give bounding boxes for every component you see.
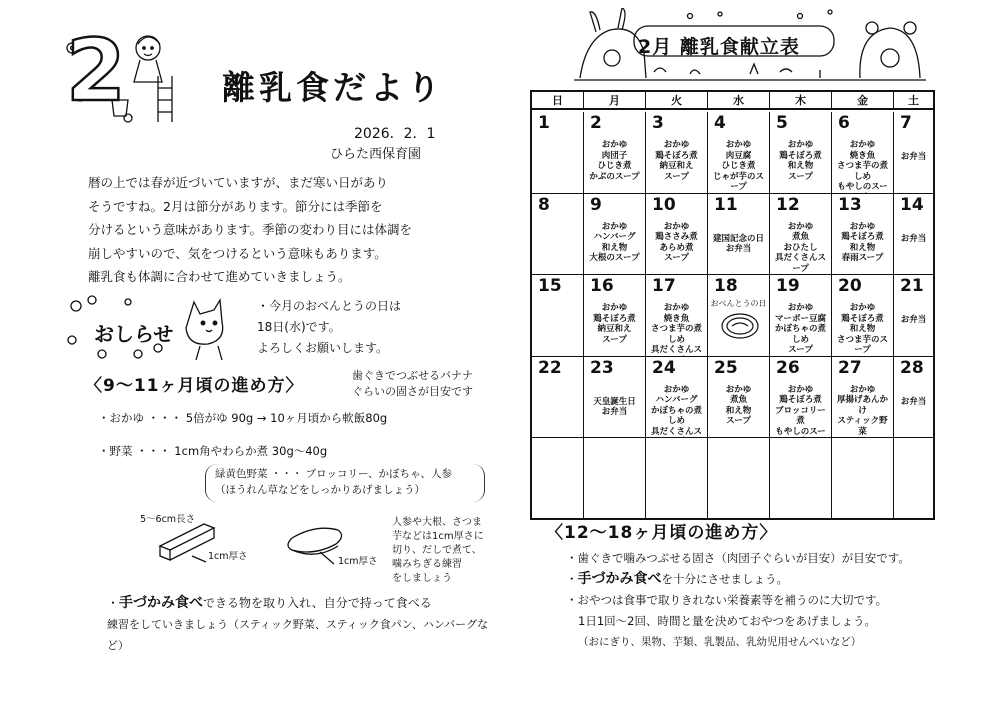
menu-item: お弁当 bbox=[900, 233, 927, 244]
notice-title: おしらせ bbox=[94, 322, 174, 346]
menu-item: おかゆ bbox=[725, 140, 752, 150]
day-number: 2 bbox=[590, 113, 602, 133]
menu-items bbox=[710, 140, 767, 193]
menu-item: さつま芋の煮しめ bbox=[836, 161, 888, 182]
menu-item: 天皇誕生日 bbox=[593, 396, 636, 407]
root-veg-line: 人参や大根、さつま bbox=[392, 517, 482, 528]
vegetable-guide: ・野菜 ・・・ 1cm角やわらか煮 30g～40g bbox=[98, 444, 328, 458]
menu-items bbox=[586, 222, 643, 264]
menu-item: かぼちゃの煮しめ bbox=[774, 324, 826, 345]
notice-text bbox=[257, 296, 457, 359]
calendar-day-cell bbox=[894, 438, 933, 520]
day-number: 27 bbox=[838, 357, 862, 378]
calendar-week-row bbox=[532, 438, 933, 520]
porridge-guide: ・おかゆ ・・・ 5倍がゆ 90g → 10ヶ月頃から軟飯80g bbox=[98, 411, 388, 425]
menu-item: おかゆ bbox=[601, 303, 628, 314]
veg-note-line: 緑黄色野菜 ・・・ ブロッコリー、かぼちゃ、人参 bbox=[215, 468, 453, 480]
calendar-day-cell bbox=[832, 438, 894, 520]
menu-item: おかゆ bbox=[663, 221, 690, 232]
menu-item: 焼き魚 bbox=[663, 313, 690, 324]
bento-box-icon bbox=[720, 312, 760, 340]
day-number: 23 bbox=[590, 357, 614, 378]
menu-item: お弁当 bbox=[601, 407, 628, 418]
menu-item: ハンバーグ bbox=[593, 232, 636, 243]
day-number: 1 bbox=[538, 113, 550, 133]
calendar-week-row bbox=[532, 112, 933, 194]
section-12-18-title: 〈12～18ヶ月頃の進め方〉 bbox=[546, 523, 778, 543]
issue-date: 2026．2．1 bbox=[354, 126, 436, 142]
menu-item: 厚揚げあんかけ bbox=[836, 395, 888, 416]
menu-item: 和え物 bbox=[849, 242, 876, 253]
stick-length-label: 5～6cm長さ bbox=[140, 514, 196, 525]
menu-items bbox=[896, 315, 931, 326]
calendar-day-cell bbox=[584, 275, 646, 356]
menu-item: あらめ煮 bbox=[659, 242, 694, 253]
notice-line: よろしくお願いします。 bbox=[257, 341, 389, 355]
menu-item: ひじき煮 bbox=[597, 161, 632, 171]
calendar-day-cell bbox=[646, 112, 708, 193]
day-number: 25 bbox=[714, 357, 738, 378]
menu-item: 具だくさんスープ bbox=[774, 253, 826, 274]
menu-item: おかゆ bbox=[601, 140, 628, 150]
menu-item: じゃが芋のスープ bbox=[712, 171, 764, 192]
calendar-day-cell bbox=[584, 357, 646, 438]
intro-line: 離乳食も体調に合わせて進めていきましょう。 bbox=[88, 269, 351, 284]
day-number: 6 bbox=[838, 113, 850, 133]
menu-items bbox=[586, 397, 643, 418]
menu-item: 焼き魚 bbox=[849, 150, 876, 161]
calendar-day-cell bbox=[894, 275, 933, 356]
menu-item: おかゆ bbox=[601, 221, 628, 232]
menu-item: 鶏そぼろ煮 bbox=[841, 313, 884, 324]
menu-item: かぼちゃの煮しめ bbox=[650, 405, 702, 427]
calendar-day-cell bbox=[770, 112, 832, 193]
menu-title: 2月 離乳食献立表 bbox=[638, 36, 800, 58]
root-veg-line: をしましょう bbox=[392, 573, 452, 584]
calendar-week-row bbox=[532, 194, 933, 276]
day-number: 12 bbox=[776, 194, 800, 215]
day-number: 21 bbox=[900, 276, 924, 297]
menu-item: スープ bbox=[788, 345, 813, 356]
menu-item: もやしのスー bbox=[837, 182, 888, 192]
intro-line: 崩しやすいので、気をつけるという意味もあります。 bbox=[88, 245, 387, 261]
calendar-day-cell bbox=[894, 357, 933, 438]
day-number: 14 bbox=[900, 194, 924, 215]
menu-item: お弁当 bbox=[725, 244, 752, 255]
menu-items bbox=[586, 140, 643, 182]
calendar-day-cell bbox=[584, 112, 646, 193]
day-number: 16 bbox=[590, 276, 614, 297]
calendar-day-cell bbox=[894, 112, 933, 193]
calendar-day-cell bbox=[646, 275, 708, 356]
finger-food-title: 手づかみ食べ bbox=[119, 595, 204, 611]
menu-item: もやしのスー bbox=[775, 426, 826, 437]
calendar-week-row bbox=[532, 357, 933, 439]
menu-item: 建国記念の日 bbox=[712, 233, 764, 244]
guide-line-rest: を十分にさせましょう。 bbox=[661, 572, 788, 586]
weekday-label: 火 bbox=[646, 92, 708, 110]
day-number: 7 bbox=[900, 113, 912, 133]
menu-calendar bbox=[530, 90, 935, 520]
menu-item: 鶏そぼろ煮 bbox=[779, 150, 822, 161]
finger-food-title-2: 手づかみ食べ bbox=[577, 571, 662, 587]
calendar-day-cell bbox=[646, 438, 708, 520]
menu-items bbox=[896, 152, 931, 163]
calendar-day-cell bbox=[532, 275, 584, 356]
menu-item: おかゆ bbox=[787, 384, 814, 395]
calendar-day-cell bbox=[708, 438, 770, 520]
menu-item: さつま芋の煮しめ bbox=[650, 324, 702, 345]
menu-item: 和え物 bbox=[849, 324, 876, 335]
school-name: ひらた西保育園 bbox=[330, 147, 422, 162]
day-number: 11 bbox=[714, 194, 738, 215]
guide-line: ・おやつは食事で取りきれない栄養素等を補うのに大切です。 bbox=[566, 593, 888, 607]
menu-item: 大根のスープ bbox=[589, 253, 640, 264]
menu-item: おかゆ bbox=[849, 140, 876, 150]
menu-items bbox=[648, 303, 705, 356]
menu-item: 肉団子 bbox=[601, 150, 628, 161]
calendar-day-cell bbox=[532, 438, 584, 520]
menu-item: お弁当 bbox=[900, 315, 927, 326]
menu-item: おかゆ bbox=[849, 303, 876, 314]
menu-items bbox=[772, 303, 829, 356]
menu-item: スープ bbox=[602, 334, 627, 345]
menu-item: スティック野菜 bbox=[837, 416, 888, 437]
menu-item: おかゆ bbox=[663, 303, 690, 314]
menu-item: ひじき煮 bbox=[721, 161, 756, 171]
day-number: 24 bbox=[652, 357, 676, 378]
menu-item: 具だくさんス bbox=[650, 426, 702, 437]
menu-item: おかゆ bbox=[725, 384, 752, 395]
menu-item: スープ bbox=[664, 253, 689, 264]
menu-item: 鶏そぼろ煮 bbox=[779, 395, 822, 406]
day-number: 22 bbox=[538, 357, 562, 378]
intro-line: 暦の上では春が近づいていますが、まだ寒い日があり bbox=[88, 175, 389, 190]
calendar-week-row bbox=[532, 275, 933, 357]
menu-item: おかゆ bbox=[849, 384, 876, 395]
menu-item: お弁当 bbox=[900, 396, 927, 407]
menu-item: スープ bbox=[726, 416, 751, 427]
menu-item: おかゆ bbox=[849, 221, 876, 232]
menu-item: おかゆ bbox=[663, 140, 690, 150]
menu-items bbox=[772, 222, 829, 275]
menu-item: 煮魚 bbox=[729, 395, 747, 406]
menu-items bbox=[834, 140, 891, 193]
month-numeral: 2 bbox=[66, 21, 126, 121]
calendar-day-cell bbox=[832, 275, 894, 356]
guide-line: 1日1回～2回、時間と量を決めておやつをあげましょう。 bbox=[578, 614, 876, 628]
notice-line: 18日(水)です。 bbox=[257, 320, 341, 334]
day-number: 3 bbox=[652, 113, 664, 133]
day-number: 4 bbox=[714, 113, 726, 133]
weekday-label: 月 bbox=[584, 92, 646, 110]
intro-paragraph bbox=[88, 171, 478, 289]
menu-items bbox=[834, 303, 891, 356]
menu-item: 鶏そぼろ煮 bbox=[593, 313, 636, 324]
menu-item: 鶏ささみ煮 bbox=[655, 232, 698, 243]
menu-item: 肉豆腐 bbox=[725, 150, 752, 161]
day-number: 17 bbox=[652, 276, 676, 297]
menu-item: 春雨スープ bbox=[841, 253, 884, 264]
weekday-label: 土 bbox=[908, 94, 919, 107]
calendar-day-cell bbox=[532, 112, 584, 193]
root-veg-line: 切り、だしで煮て、 bbox=[392, 545, 482, 556]
menu-items bbox=[896, 397, 931, 408]
root-veg-line: 噛みちぎる練習 bbox=[392, 559, 462, 570]
menu-items bbox=[772, 385, 829, 438]
toddler-guide bbox=[566, 548, 996, 653]
menu-item: スープ bbox=[788, 171, 813, 182]
menu-item: 和え物 bbox=[601, 242, 628, 253]
menu-item: かぶのスープ bbox=[589, 171, 640, 182]
menu-item: 和え物 bbox=[787, 161, 814, 171]
calendar-day-cell bbox=[832, 112, 894, 193]
calendar-day-cell bbox=[708, 112, 770, 193]
green-veg-note bbox=[215, 466, 452, 498]
calendar-day-cell bbox=[584, 194, 646, 275]
day-number: 10 bbox=[652, 194, 676, 215]
calendar-day-cell bbox=[770, 275, 832, 356]
calendar-body bbox=[532, 112, 933, 520]
weekday-label: 日 bbox=[532, 92, 584, 110]
stick-thickness-label: 1cm厚さ bbox=[208, 551, 248, 562]
calendar-day-cell bbox=[770, 438, 832, 520]
calendar-day-cell bbox=[708, 357, 770, 438]
round-thickness-label: 1cm厚さ bbox=[338, 556, 378, 567]
texture-line: 歯ぐきでつぶせるバナナ bbox=[352, 369, 473, 382]
newsletter-title: 離乳食だより bbox=[222, 68, 444, 107]
calendar-day-cell bbox=[584, 438, 646, 520]
guide-line: （おにぎり、果物、芋類、乳製品、乳幼児用せんべいなど） bbox=[578, 636, 862, 648]
calendar-weekday-header bbox=[532, 92, 933, 110]
weekday-label: 水 bbox=[708, 92, 770, 110]
section-9-11-title: 〈9～11ヶ月頃の進め方〉 bbox=[85, 376, 304, 396]
day-number: 19 bbox=[776, 276, 800, 297]
day-number: 26 bbox=[776, 357, 800, 378]
notice-line: ・今月のおべんとうの日は bbox=[257, 299, 402, 313]
calendar-day-cell bbox=[832, 357, 894, 438]
menu-item: 鶏そぼろ煮 bbox=[655, 150, 698, 161]
texture-line: ぐらいの固さが目安です bbox=[352, 385, 473, 398]
finger-food-guide: ・手づかみ食べできる物を取り入れ、自分で持って食べる 練習をしていきましょう（スティック野菜、スティック食パン、ハンバーグなど） bbox=[107, 593, 497, 656]
day-number: 8 bbox=[538, 194, 550, 215]
menu-item: さつま芋のスープ bbox=[836, 334, 888, 356]
calendar-day-cell bbox=[832, 194, 894, 275]
guide-line: ・手づかみ食べを十分にさせましょう。 bbox=[566, 571, 788, 587]
menu-item: ブロッコリー煮 bbox=[775, 405, 826, 427]
root-veg-line: 芋などは1cm厚さに bbox=[392, 531, 484, 542]
day-number: 28 bbox=[900, 357, 924, 378]
menu-item: 和え物 bbox=[725, 405, 752, 416]
menu-item: おかゆ bbox=[787, 140, 814, 150]
menu-item: お弁当 bbox=[900, 152, 927, 162]
day-number: 5 bbox=[776, 113, 788, 133]
menu-item: おかゆ bbox=[787, 221, 814, 232]
intro-line: 分けるという意味があります。季節の変わり目には体調を bbox=[88, 222, 413, 237]
texture-guide bbox=[352, 368, 492, 400]
menu-item: おひたし bbox=[783, 242, 818, 253]
calendar-day-cell bbox=[646, 194, 708, 275]
menu-item: 煮魚 bbox=[791, 232, 809, 243]
menu-items bbox=[896, 234, 931, 245]
day-number: 9 bbox=[590, 194, 602, 215]
menu-item: 鶏そぼろ煮 bbox=[841, 232, 884, 243]
day-number: 15 bbox=[538, 276, 562, 297]
menu-items bbox=[648, 222, 705, 264]
menu-items bbox=[648, 140, 705, 182]
menu-item: マーボー豆腐 bbox=[774, 313, 826, 324]
calendar-day-cell bbox=[708, 275, 770, 356]
calendar-day-cell bbox=[770, 357, 832, 438]
menu-item: 納豆和え bbox=[597, 324, 632, 335]
intro-line: そうですね。2月は節分があります。節分には季節を bbox=[88, 198, 383, 214]
calendar-day-cell bbox=[770, 194, 832, 275]
finger-food-line: できる物を取り入れ、自分で持って食べる bbox=[203, 596, 432, 610]
weekday-label: 金 bbox=[832, 92, 894, 110]
day-number: 20 bbox=[838, 276, 862, 297]
veg-note-line: （ほうれん草などをしっかりあげましょう） bbox=[215, 484, 425, 496]
menu-item: 具だくさんス bbox=[650, 345, 702, 356]
day-number: 18 bbox=[714, 276, 738, 297]
menu-items bbox=[834, 385, 891, 438]
menu-items bbox=[648, 385, 705, 438]
menu-items bbox=[710, 234, 767, 255]
calendar-day-cell bbox=[646, 357, 708, 438]
calendar-day-cell bbox=[894, 194, 933, 275]
calendar-day-cell bbox=[532, 357, 584, 438]
weekday-label: 木 bbox=[770, 92, 832, 110]
bento-day-label: おべんとうの日 bbox=[710, 299, 767, 309]
root-veg-note bbox=[392, 516, 492, 586]
calendar-day-cell bbox=[708, 194, 770, 275]
menu-item: おかゆ bbox=[787, 303, 814, 314]
menu-items bbox=[834, 222, 891, 264]
menu-item: ハンバーグ bbox=[655, 395, 698, 406]
finger-food-line: 練習をしていきましょう（スティック野菜、スティック食パン、ハンバーグなど） bbox=[107, 618, 489, 652]
menu-items bbox=[586, 303, 643, 345]
menu-item: おかゆ bbox=[663, 384, 690, 395]
day-number: 13 bbox=[838, 194, 862, 215]
guide-line: ・歯ぐきで噛みつぶせる固さ（肉団子ぐらいが目安）が目安です。 bbox=[566, 551, 910, 565]
calendar-day-cell bbox=[532, 194, 584, 275]
menu-item: スープ bbox=[664, 171, 689, 182]
menu-item: 納豆和え bbox=[659, 161, 694, 171]
menu-items bbox=[772, 140, 829, 182]
menu-items bbox=[710, 385, 767, 427]
